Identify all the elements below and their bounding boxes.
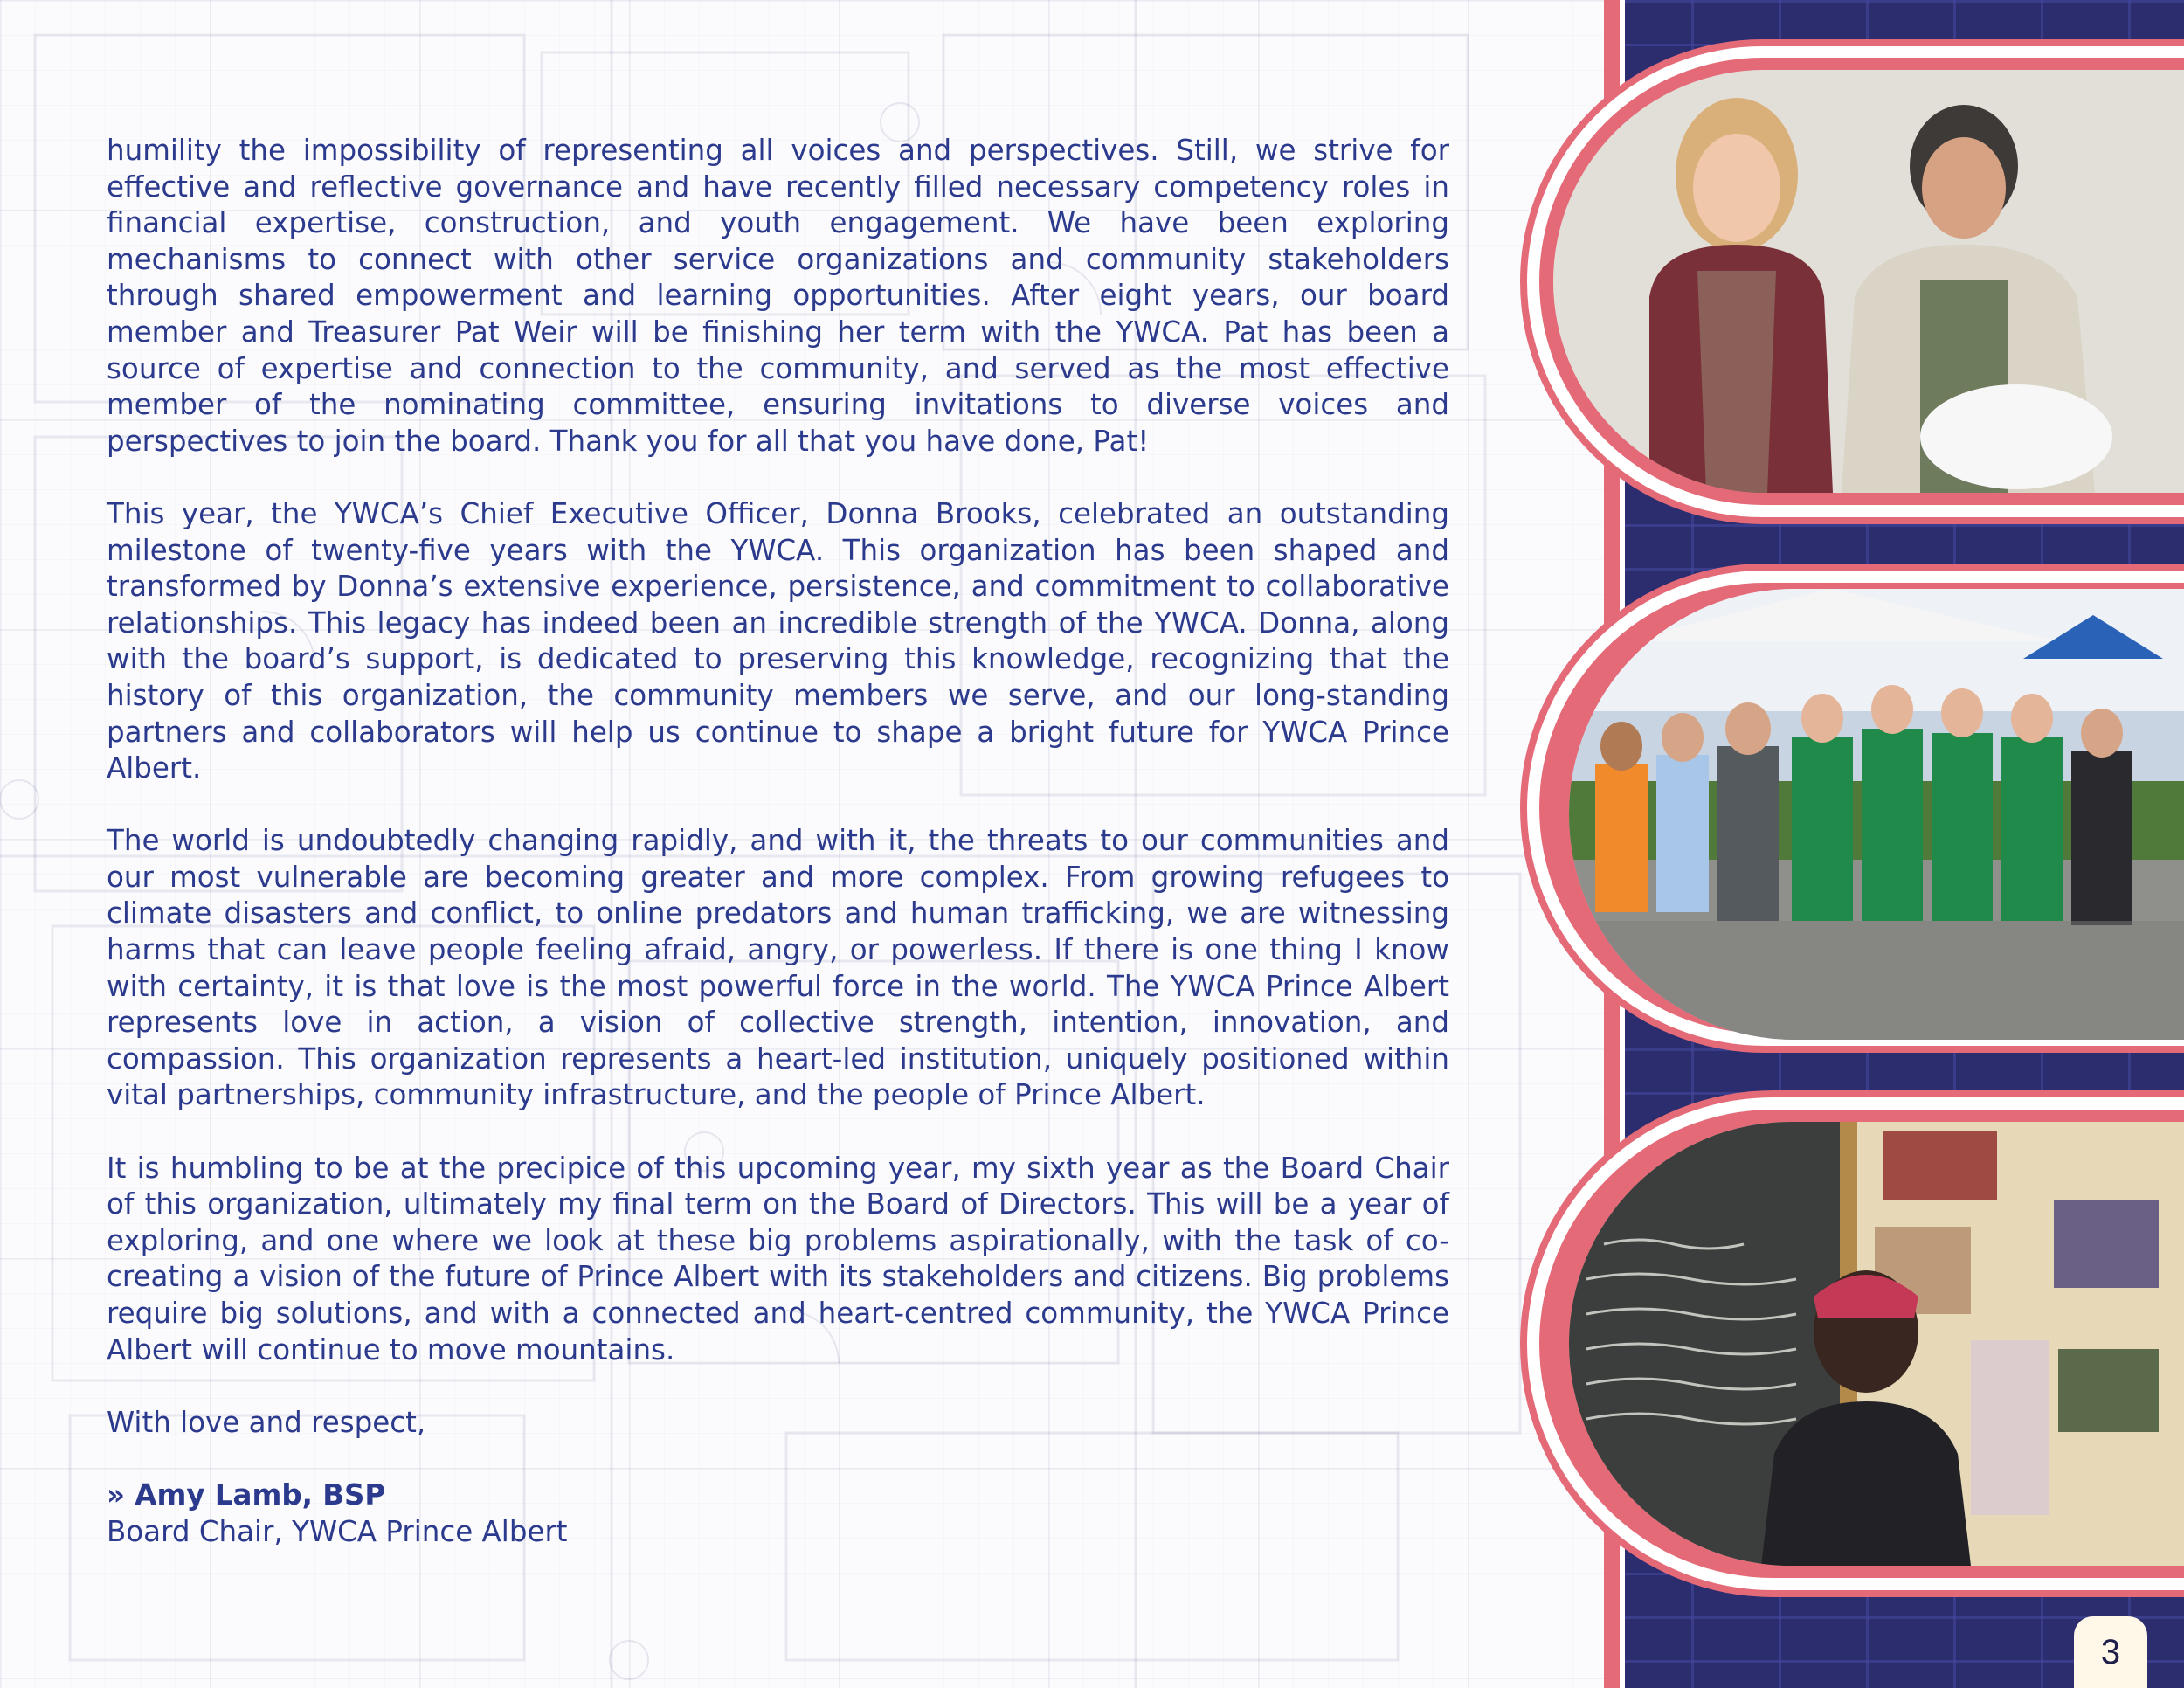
photo-chalkboard-classroom [1569,1122,2184,1566]
photo-board-members [1553,70,2184,493]
paragraph-love-in-action: The world is undoubtedly changing rapidly, and with it, the threats to our communities and our most vulnerable are becoming greater and more complex. From growing refugees to climate disasters and conflict, to online predators and human trafficking, we are witnessing harms that can leave people feeling afraid, angry, or powerless. If there is one thing I know with certainty, it is that love is the most powerful force in the world. The YWCA Prince Albert represents love in action, a vision of collective strength, intention, innovation, and compassion. This organization represents a heart-led institution, uniquely positioned within vital partnerships, community infrastructure, and the people of Prince Albert. [107,824,1449,1112]
paragraph-board: humility the impossibility of representing all voices and perspectives. Still, we strive for effective and reflective governance and have recently filled necessary competency roles in financial expertise, construction, and youth engagement. We have been exploring mechanisms to connect with other service organizations and community stakeholders through shared empowerment and learning opportunities. After eight years, our board member and Treasurer Pat Weir will be finishing her term with the YWCA. Pat has been a source of expertise and connection to the community, and served as the most effective member of the nominating committee, ensuring invitations to diverse voices and perspectives to join the board. Thank you for all that you have done, Pat! [107,134,1449,458]
paragraph-ceo: This year, the YWCA’s Chief Executive Officer, Donna Brooks, celebrated an outstanding milestone of twenty-five years with the YWCA. This organization has been shaped and transformed by Donna’s extensive experience, persistence, and commitment to collaborative relationships. This legacy has indeed been an incredible strength of the YWCA. Donna, along with the board’s support, is dedicated to preserving this knowledge, recognizing that the history of this organization, the community members we serve, and our long-standing partners and collaborators will help us continue to shape a bright future for YWCA Prince Albert. [107,496,1449,785]
closing-line: With love and respect, [107,1405,426,1439]
photo-community-group [1569,589,2184,1040]
signature-name: » Amy Lamb, BSP [107,1477,386,1512]
signature-title: Board Chair, YWCA Prince Albert [107,1514,568,1548]
photo-board-members-image [1553,70,2184,493]
photo-community-group-image [1569,589,2184,1040]
letter-body [107,133,1449,1550]
photo-chalkboard-classroom-image [1569,1122,2184,1566]
signature-block [107,1477,1449,1550]
page-number: 3 [2074,1616,2147,1688]
paragraph-upcoming-year: It is humbling to be at the precipice of this upcoming year, my sixth year as the Board Chair of this organization, ultimately my final term on the Board of Directors. This will be a year of exploring, and one where we look at these big problems aspirationally, with the task of co-creating a vision of the future of Prince Albert with its stakeholders and citizens. Big problems require big solutions, and with a connected and heart-centred community, the YWCA Prince Albert will continue to move mountains. [107,1151,1449,1366]
